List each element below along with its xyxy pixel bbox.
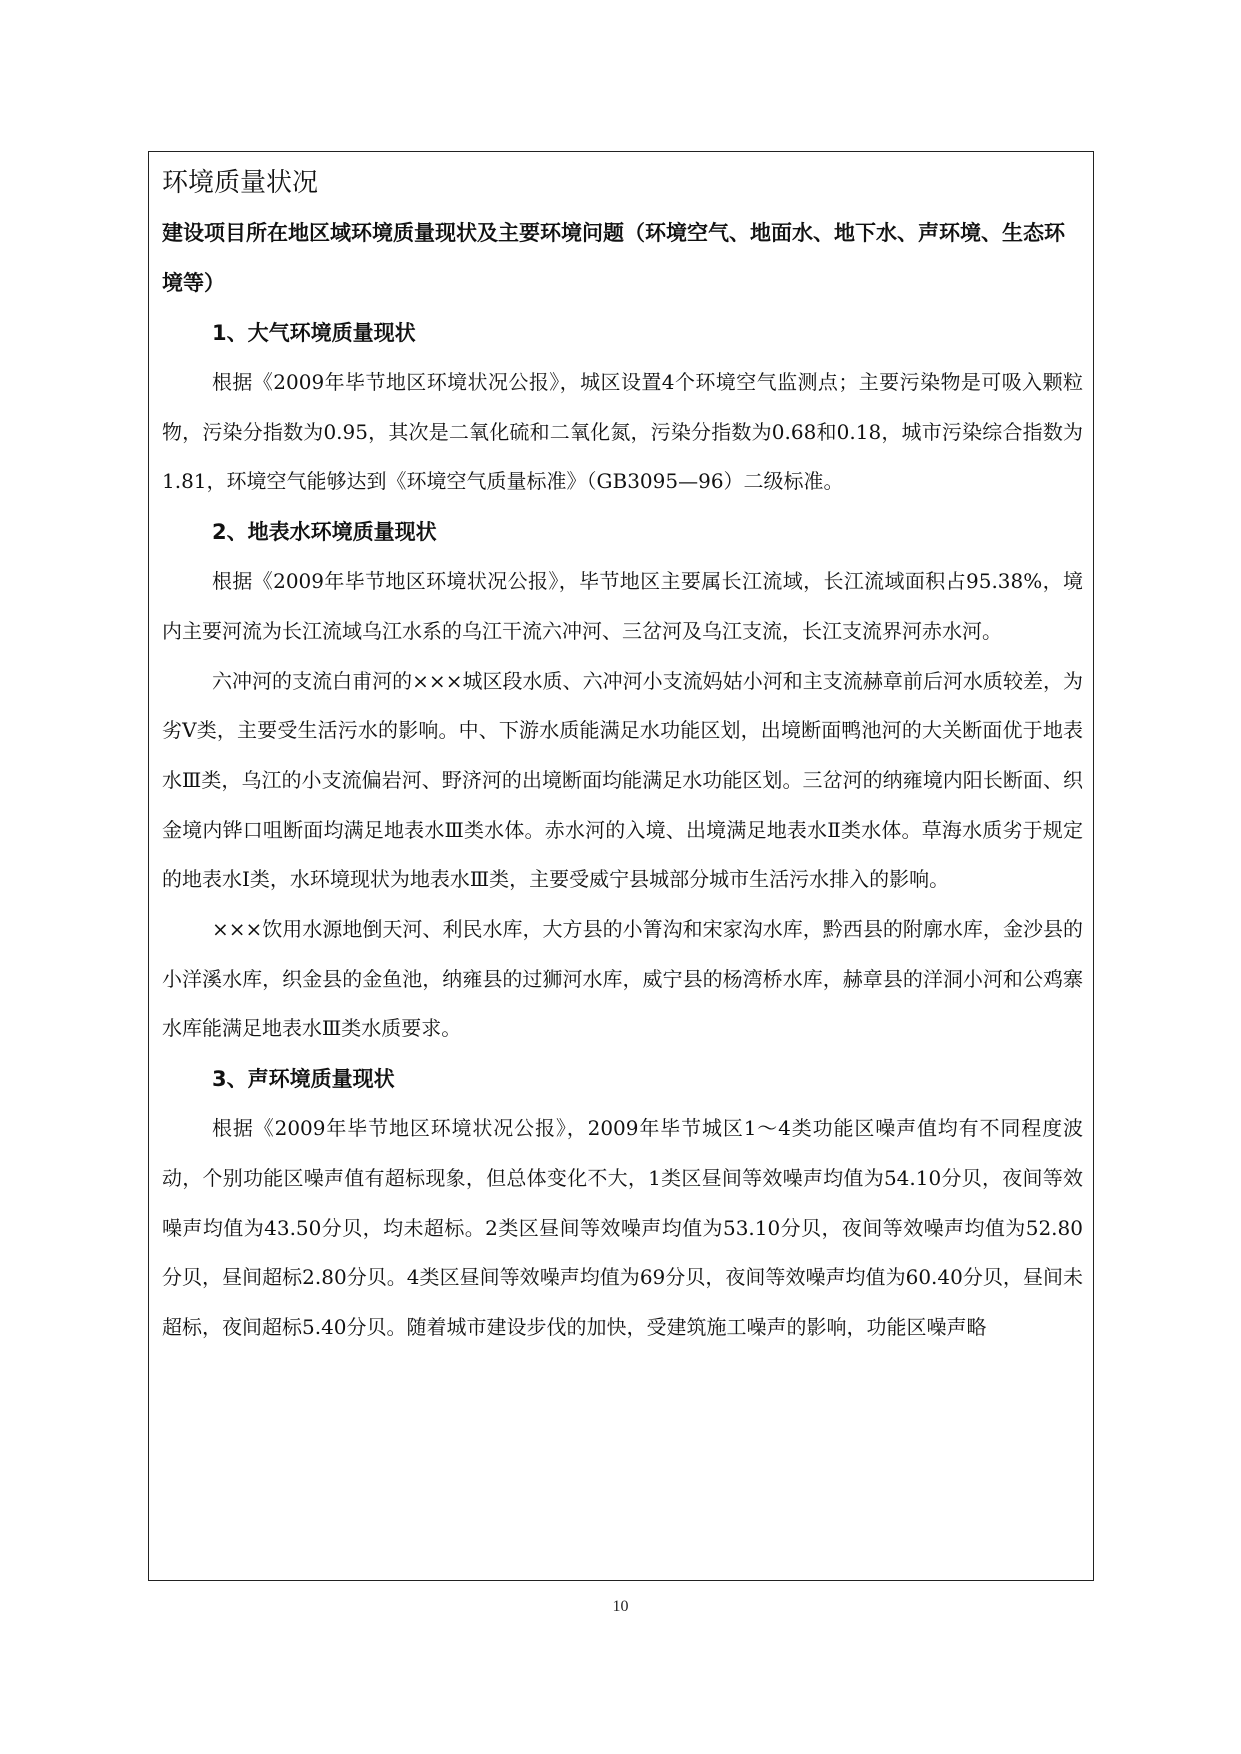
page-number: 10: [612, 1598, 629, 1615]
paragraph-surface-water-3: ×××饮用水源地倒天河、利民水库，大方县的小箐沟和宋家沟水库，黔西县的附廓水库，金沙县的小洋溪水库，织金县的金鱼池，纳雍县的过狮河水库，威宁县的杨湾桥水库，赫章县的洋洞小河和公鸡寨水库能满足地表水Ⅲ类水质要求。: [162, 917, 1083, 1041]
paragraph-surface-water-1: 根据《2009年毕节地区环境状况公报》，毕节地区主要属长江流域，长江流域面积占95.38%，境内主要河流为长江流域乌江水系的乌江干流六冲河、三岔河及乌江支流，长江支流界河赤水河。: [162, 569, 1083, 643]
paragraph-air-quality: 根据《2009年毕节地区环境状况公报》，城区设置4个环境空气监测点；主要污染物是可吸入颗粒物，污染分指数为0.95，其次是二氧化硫和二氧化氮，污染分指数为0.68和0.18，城市污染综合指数为1.81，环境空气能够达到《环境空气质量标准》（GB3095—96）二级标准。: [162, 370, 1083, 494]
paragraph-noise: 根据《2009年毕节地区环境状况公报》，2009年毕节城区1～4类功能区噪声值均有不同程度波动，个别功能区噪声值有超标现象，但总体变化不大，1类区昼间等效噪声均值为54.10分贝，夜间等效噪声均值为43.50分贝，均未超标。2类区昼间等效噪声均值为53.10分贝，夜间等效噪声均值为52.80分贝，昼间超标2.80分贝。4类区昼间等效噪声均值为69分贝，夜间等效噪声均值为60.40分贝，昼间未超标，夜间超标5.40分贝。随着城市建设步伐的加快，受建筑施工噪声的影响，功能区噪声略: [162, 1116, 1083, 1339]
heading-surface-water: 2、地表水环境质量现状: [212, 520, 437, 545]
content-frame: [148, 151, 1094, 1581]
heading-noise: 3、声环境质量现状: [212, 1067, 395, 1092]
section-subtitle: 建设项目所在地区域环境质量现状及主要环境问题（环境空气、地面水、地下水、声环境、生态环境等）: [162, 221, 1065, 295]
paragraph-surface-water-2: 六冲河的支流白甫河的×××城区段水质、六冲河小支流妈姑小河和主支流赫章前后河水质较差，为劣Ⅴ类，主要受生活污水的影响。中、下游水质能满足水功能区划，出境断面鸭池河的大关断面优于地表水Ⅲ类，乌江的小支流偏岩河、野济河的出境断面均能满足水功能区划。三岔河的纳雍境内阳长断面、织金境内铧口咀断面均满足地表水Ⅲ类水体。赤水河的入境、出境满足地表水Ⅱ类水体。草海水质劣于规定的地表水Ⅰ类，水环境现状为地表水Ⅲ类，主要受威宁县城部分城市生活污水排入的影响。: [162, 668, 1083, 892]
section-title: 环境质量状况: [162, 168, 319, 198]
heading-air-quality: 1、大气环境质量现状: [212, 321, 416, 345]
